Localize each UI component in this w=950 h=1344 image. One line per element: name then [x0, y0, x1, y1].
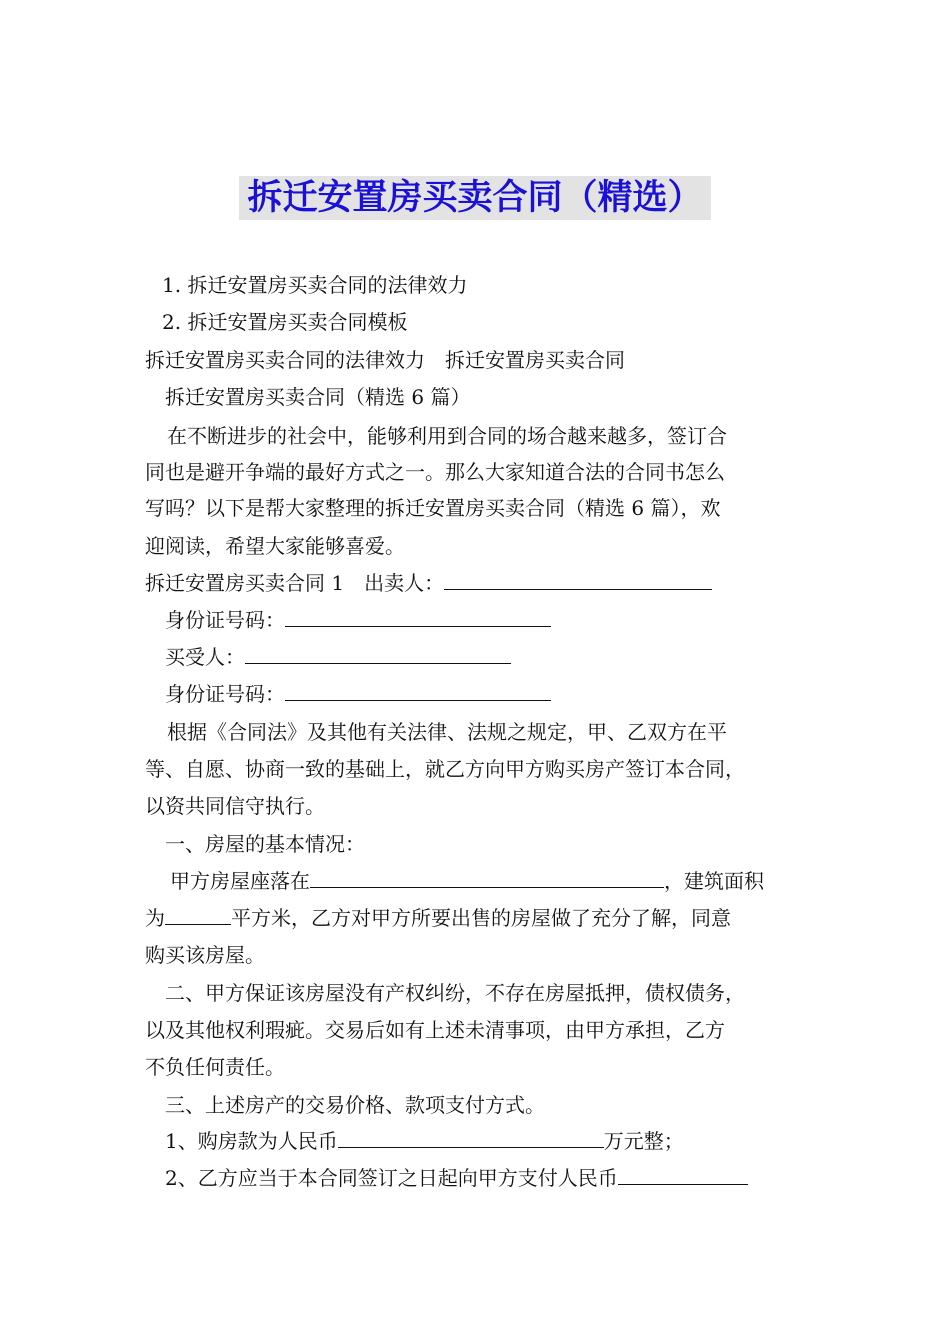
toc-item-1[interactable]: 1. 拆迁安置房买卖合同的法律效力: [162, 273, 468, 297]
clause1-line-2: [145, 904, 731, 932]
area-blank: [165, 904, 231, 925]
subtitle: 拆迁安置房买卖合同（精选 6 篇）: [165, 385, 471, 409]
preamble-line-3: 以资共同信守执行。: [145, 794, 325, 818]
price-label: 1、购房款为人民币: [165, 1129, 338, 1153]
clause1-heading: 一、房屋的基本情况：: [165, 832, 365, 856]
seller-id-line: [165, 606, 551, 634]
document-title: 拆迁安置房买卖合同（精选）: [239, 176, 710, 220]
clause3-heading: 三、上述房产的交易价格、款项支付方式。: [165, 1093, 545, 1117]
clause2-line-3: 不负任何责任。: [145, 1055, 285, 1079]
buyer-label: 买受人：: [165, 645, 245, 669]
intro-line-4: 迎阅读，希望大家能够喜爱。: [145, 534, 405, 558]
buyer-id-line: [165, 680, 551, 708]
clause3-item-2: [165, 1164, 748, 1192]
preamble-line-2: 等、自愿、协商一致的基础上，就乙方向甲方购买房产签订本合同，: [145, 757, 745, 781]
intro-line-1: 在不断进步的社会中，能够利用到合同的场合越来越多，签订合: [167, 424, 727, 448]
clause1-line-3: 购买该房屋。: [145, 943, 265, 967]
clause1-text: 平方米，乙方对甲方所要出售的房屋做了充分了解，同意: [231, 906, 731, 930]
clause3-item-1: [165, 1127, 684, 1155]
clause2-line-1: 二、甲方保证该房屋没有产权纠纷，不存在房屋抵押，债权债务，: [165, 981, 745, 1005]
intro-line-2: 同也是避开争端的最好方式之一。那么大家知道合法的合同书怎么: [145, 460, 725, 484]
seller-id-blank: [285, 606, 551, 627]
buyer-line: [165, 643, 511, 671]
seller-label: 拆迁安置房买卖合同 1 出卖人：: [145, 571, 445, 595]
price-blank: [338, 1127, 604, 1148]
buyer-id-label: 身份证号码：: [165, 682, 285, 706]
seller-line: [145, 569, 712, 597]
price-unit: 万元整；: [603, 1129, 684, 1153]
seller-blank: [444, 569, 712, 590]
buyer-blank: [245, 643, 511, 664]
clause1-location-label: 甲方房屋座落在: [170, 869, 310, 893]
preamble-line-1: 根据《合同法》及其他有关法律、法规之规定，甲、乙双方在平: [167, 720, 727, 744]
clause1-line-1: [170, 867, 764, 895]
payment-label: 2、乙方应当于本合同签订之日起向甲方支付人民币: [165, 1166, 618, 1190]
toc-item-2[interactable]: 2. 拆迁安置房买卖合同模板: [162, 310, 408, 334]
payment-blank: [618, 1164, 748, 1185]
seller-id-label: 身份证号码：: [165, 608, 285, 632]
location-blank: [310, 867, 664, 888]
clause1-wei: 为: [145, 906, 165, 930]
section-header: 拆迁安置房买卖合同的法律效力 拆迁安置房买卖合同: [145, 348, 625, 372]
clause2-line-2: 以及其他权利瑕疵。交易后如有上述未清事项，由甲方承担，乙方: [145, 1018, 725, 1042]
clause1-area-label: ，建筑面积: [664, 869, 764, 893]
buyer-id-blank: [285, 680, 551, 701]
intro-line-3: 写吗？以下是帮大家整理的拆迁安置房买卖合同（精选 6 篇），欢: [145, 496, 721, 520]
